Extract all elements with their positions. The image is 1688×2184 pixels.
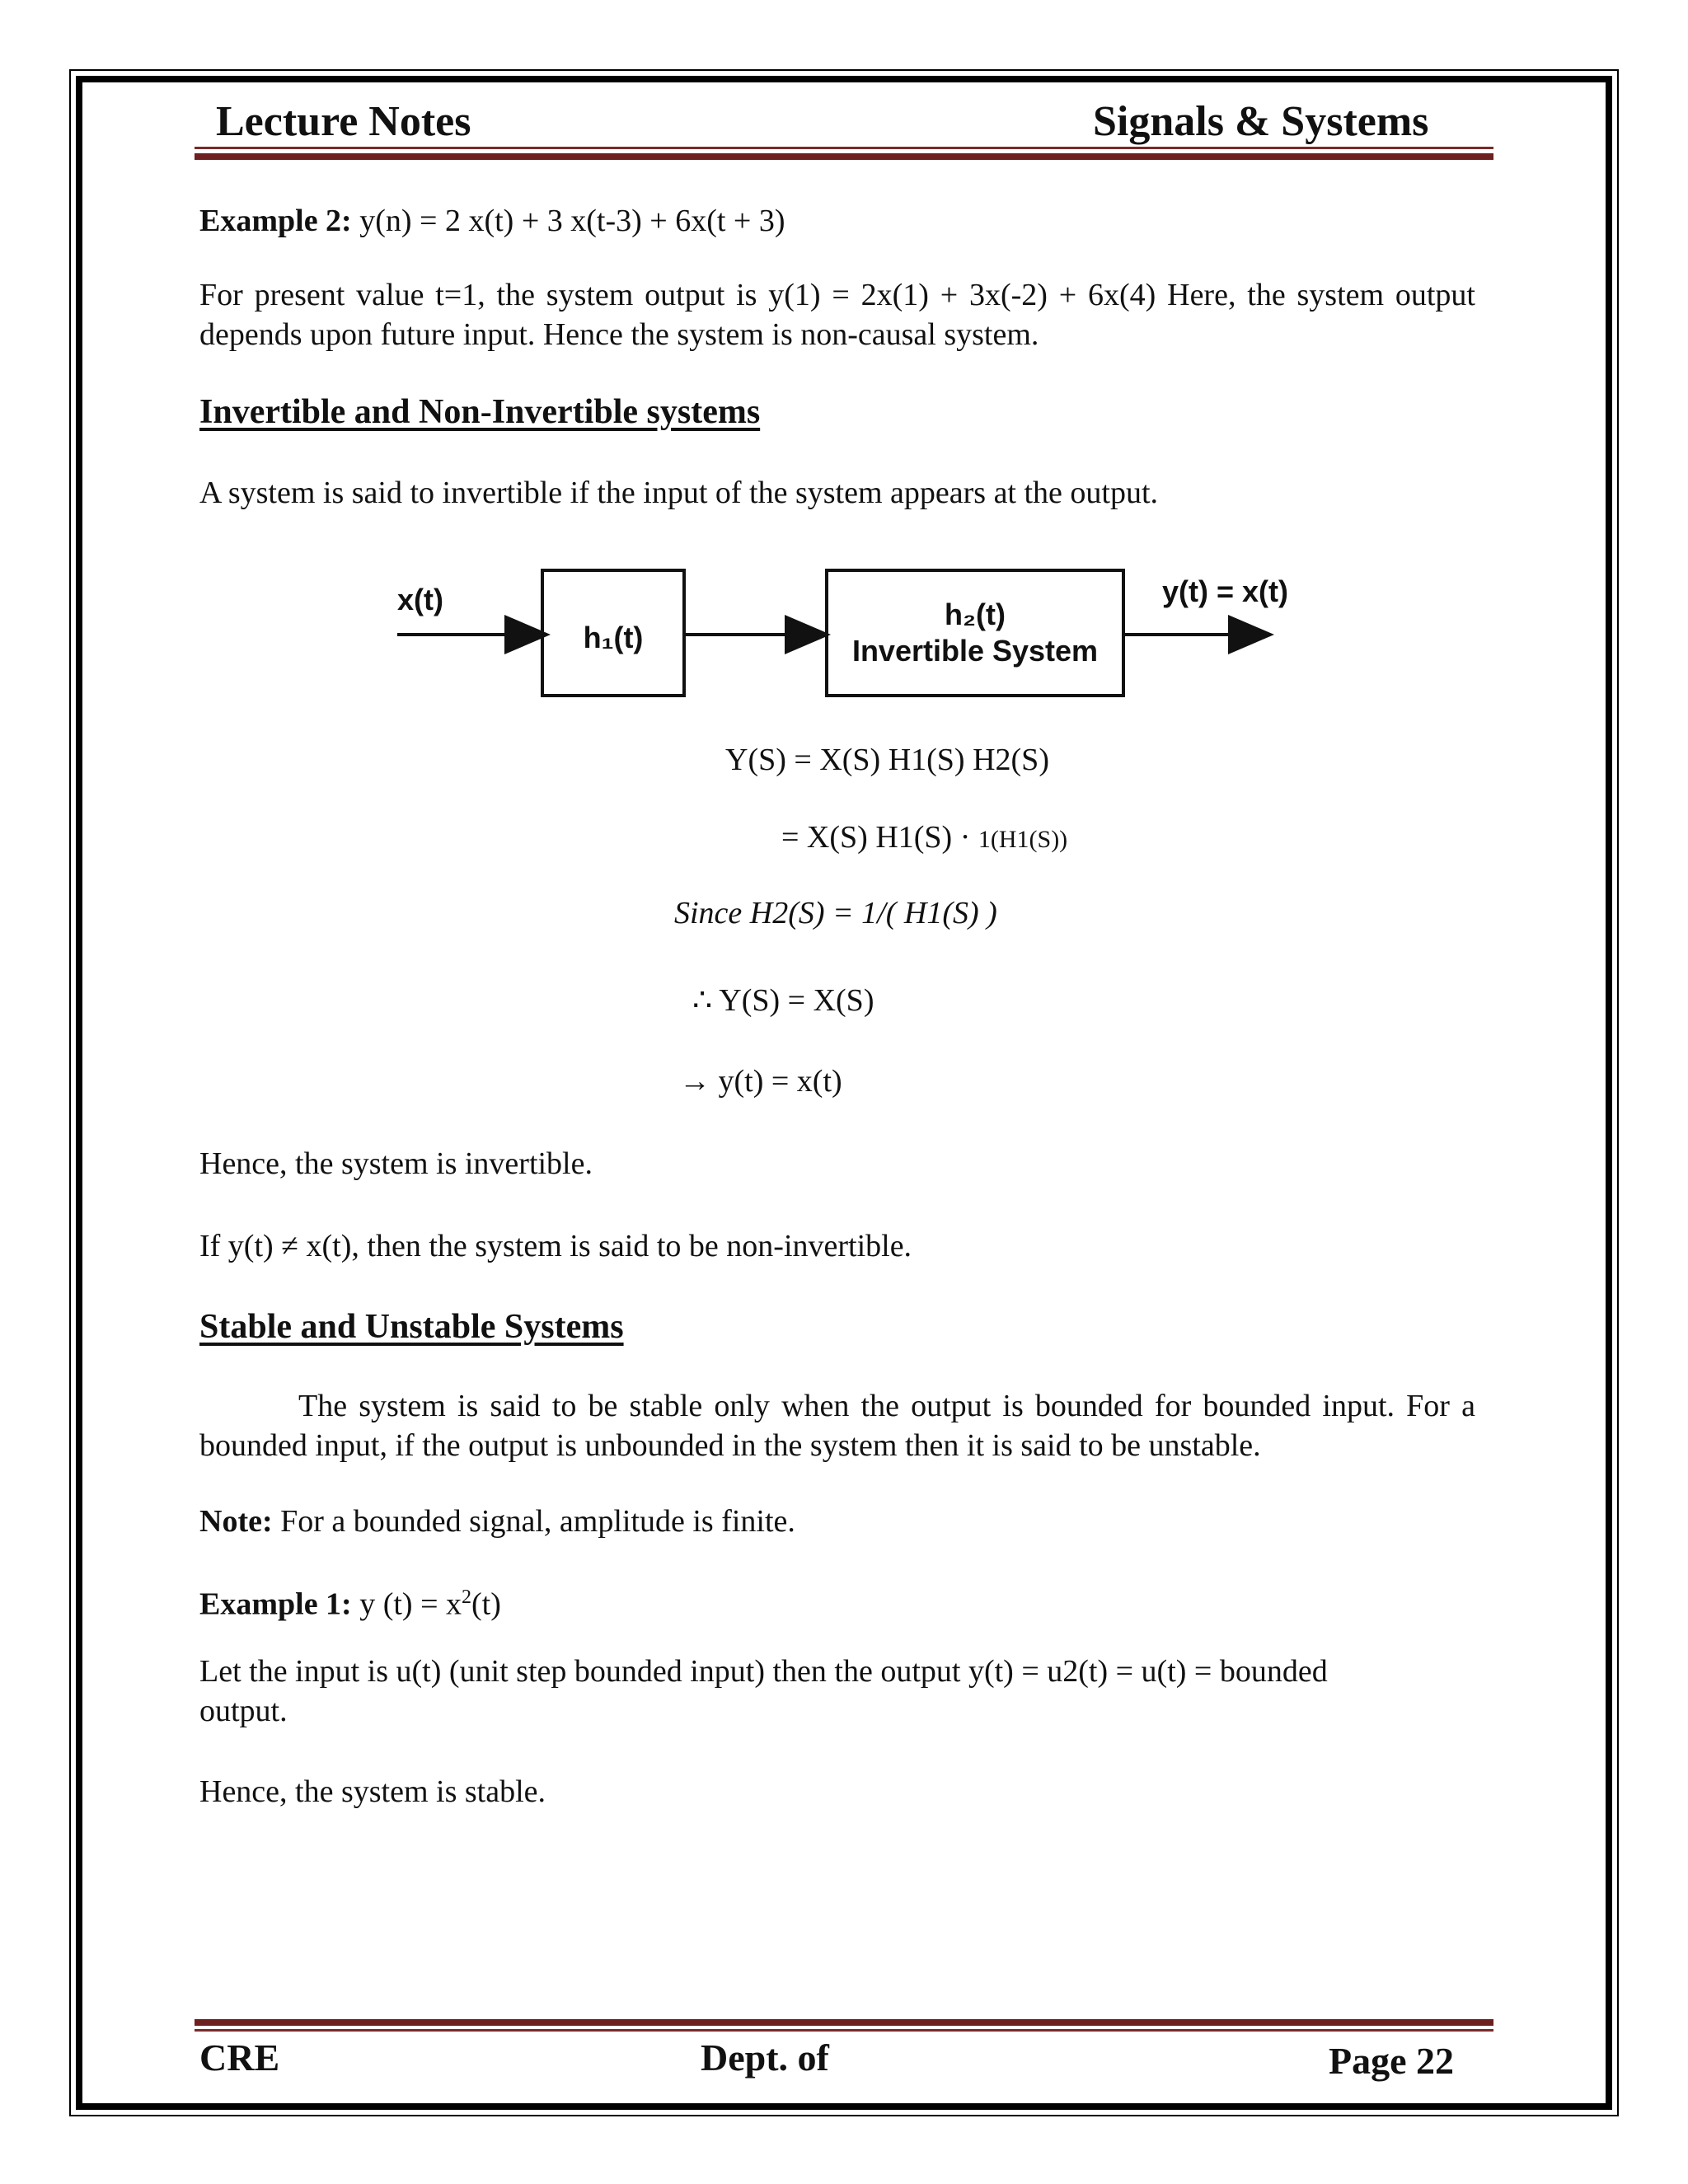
block-h2 xyxy=(827,570,1123,696)
block-h1-label: h₁(t) xyxy=(583,621,644,654)
note-text: For a bounded signal, amplitude is finite. xyxy=(280,1504,795,1539)
diagram-output-label: y(t) = x(t) xyxy=(1162,574,1288,608)
example1-line xyxy=(199,1577,501,1624)
equation-ys-product: Y(S) = X(S) H1(S) H2(S) xyxy=(725,743,1049,777)
example1-paragraph: Let the input is u(t) (unit step bounded input) then the output y(t) = u2(t) = u(t) = bounded output. xyxy=(199,1654,1328,1728)
header-left-title: Lecture Notes xyxy=(216,98,471,145)
equation-substitution-main: = X(S) H1(S) · xyxy=(781,820,971,855)
stable-conclusion: Hence, the system is stable. xyxy=(199,1774,546,1809)
note-label: Note: xyxy=(199,1504,273,1539)
example2-label: Example 2: xyxy=(199,204,352,238)
header-rule-thick xyxy=(195,153,1493,160)
equation-substitution xyxy=(781,818,1067,860)
equation-since-h2: Since H2(S) = 1/( H1(S) ) xyxy=(674,896,997,930)
block-h2-caption: Invertible System xyxy=(851,634,1099,668)
footer-center: Dept. of xyxy=(701,2036,829,2079)
block-h2-label: h₂(t) xyxy=(945,598,1006,631)
stable-heading: Stable and Unstable Systems xyxy=(199,1308,624,1346)
footer-rule-thick xyxy=(195,2019,1493,2026)
example2-line xyxy=(199,201,785,241)
non-invertible-statement: If y(t) ≠ x(t), then the system is said to be non-invertible. xyxy=(199,1229,912,1263)
example1-eq-superscript: 2 xyxy=(462,1586,472,1608)
equation-implies: → y(t) = x(t) xyxy=(679,1064,842,1099)
invertible-intro: A system is said to invertible if the input of the system appears at the output. xyxy=(199,476,1159,510)
header-right-title: Signals & Systems xyxy=(1093,98,1429,145)
equation-therefore: ∴ Y(S) = X(S) xyxy=(692,983,874,1018)
example2-equation: y(n) = 2 x(t) + 3 x(t-3) + 6x(t + 3) xyxy=(359,204,785,238)
header-rule-thin xyxy=(195,147,1493,149)
example1-label: Example 1: xyxy=(199,1586,352,1622)
equation-substitution-fraction: 1(H1(S)) xyxy=(978,826,1068,853)
example1-eq-pre: y (t) = x xyxy=(359,1586,462,1622)
diagram-input-label: x(t) xyxy=(397,583,443,616)
stable-paragraph: The system is said to be stable only when the output is bounded for bounded input. For a bounded input, if the output is unbounded in the system then it is said to be unstable. xyxy=(199,1389,1475,1463)
footer-rule-thin xyxy=(195,2029,1493,2032)
invertible-heading: Invertible and Non-Invertible systems xyxy=(199,393,761,431)
invertible-block-diagram xyxy=(387,560,1327,709)
note-line xyxy=(199,1502,795,1541)
footer-page-number: Page 22 xyxy=(1329,2040,1455,2082)
example2-paragraph: For present value t=1, the system output is y(1) = 2x(1) + 3x(-2) + 6x(4) Here, the system output depends upon future input. Hence the system is non-causal system. xyxy=(199,278,1475,352)
example1-eq-post: (t) xyxy=(471,1586,501,1622)
invertible-conclusion: Hence, the system is invertible. xyxy=(199,1146,593,1181)
footer-left: CRE xyxy=(199,2036,280,2079)
